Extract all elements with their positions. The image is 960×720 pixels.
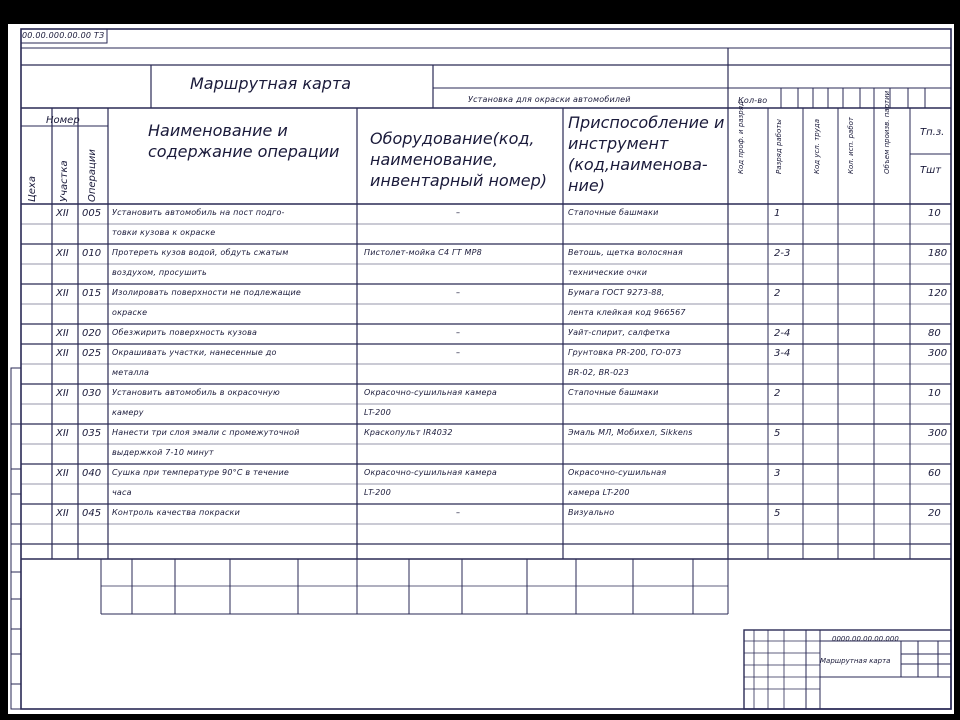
header-prisposoblenie: Приспособление и инструмент (код,наименова-ние) <box>568 113 725 195</box>
row-equipment: – <box>456 348 461 357</box>
row-tseh: XII <box>56 248 69 259</box>
row-operation: Протереть кузов водой, обдуть сжатым <box>112 248 289 257</box>
row-tool: Визуально <box>568 508 615 517</box>
header-tpz: Тп.з. <box>920 127 945 138</box>
card-title: Маршрутная карта <box>190 74 352 93</box>
row-equipment-cont: LT-200 <box>364 408 392 417</box>
route-card-sheet <box>8 24 954 714</box>
row-operation: Сушка при температуре 90°С в течение <box>112 468 290 477</box>
row-operation-cont: окраске <box>112 308 148 317</box>
row-operation: Окрашивать участки, нанесенные до <box>112 348 277 357</box>
row-tseh: XII <box>56 348 69 359</box>
row-uchastok: 020 <box>82 328 102 339</box>
row-operation-cont: камеру <box>112 408 144 417</box>
row-razryad: 2-3 <box>774 248 791 259</box>
row-razryad: 5 <box>774 508 781 519</box>
row-uchastok: 025 <box>82 348 102 359</box>
row-tseh: XII <box>56 468 69 479</box>
row-operation: Обезжирить поверхность кузова <box>112 328 258 337</box>
stamp-code: 0000.00.00.00.000 <box>832 635 899 643</box>
row-uchastok: 015 <box>82 288 102 299</box>
row-razryad: 2 <box>774 288 781 299</box>
row-uchastok: 005 <box>82 208 102 219</box>
row-equipment: – <box>456 288 461 297</box>
row-tpz: 10 <box>928 388 941 399</box>
header-col2: Разряд работы <box>775 119 783 174</box>
row-tpz: 20 <box>928 508 941 519</box>
row-operation: Изолировать поверхности не подлежащие <box>112 288 302 297</box>
row-equipment: Краскопульт IR4032 <box>364 428 453 437</box>
row-razryad: 3-4 <box>774 348 791 359</box>
row-operation: Нанести три слоя эмали с промежуточной <box>112 428 300 437</box>
row-operation-cont: металла <box>112 368 150 377</box>
row-uchastok: 010 <box>82 248 102 259</box>
row-tool: Уайт-спирит, салфетка <box>568 328 671 337</box>
row-tool: Стапочные башмаки <box>568 388 659 397</box>
row-tool-cont: BR-02, BR-023 <box>568 368 630 377</box>
header-col4: Кол. исп. работ <box>847 116 855 174</box>
row-tpz: 10 <box>928 208 941 219</box>
row-equipment: – <box>456 508 461 517</box>
header-operatsii: Операции <box>87 149 98 202</box>
row-tool-cont: камера LT-200 <box>568 488 630 497</box>
row-razryad: 1 <box>774 208 781 219</box>
row-equipment: – <box>456 208 461 217</box>
row-operation: Установить автомобиль в окрасочную <box>112 388 280 397</box>
row-equipment-cont: LT-200 <box>364 488 392 497</box>
header-tsht: Тшт <box>920 165 942 176</box>
doc-code-box: 00.00.000.00.00 ТЗ <box>22 31 105 40</box>
row-operation-cont: выдержкой 7-10 минут <box>112 448 214 457</box>
header-col5: Объем произв. партии <box>883 90 891 174</box>
row-tool: Ветошь, щетка волосяная <box>568 248 683 257</box>
row-tool-cont: лента клейкая код 966567 <box>568 308 686 317</box>
row-tpz: 80 <box>928 328 941 339</box>
row-equipment: Окрасочно-сушильная камера <box>364 388 497 397</box>
row-razryad: 2-4 <box>774 328 791 339</box>
row-razryad: 5 <box>774 428 781 439</box>
row-operation-cont: товки кузова к окраске <box>112 228 216 237</box>
header-oborudovanie: Оборудование(код, наименование, инвентарный номер) <box>370 129 548 190</box>
row-tseh: XII <box>56 328 69 339</box>
stamp-name: Маршрутная карта <box>820 657 891 665</box>
row-operation-cont: воздухом, просушить <box>112 268 207 277</box>
row-tool: Грунтовка PR-200, ГО-073 <box>568 348 682 357</box>
row-uchastok: 045 <box>82 508 102 519</box>
row-tool: Бумага ГОСТ 9273-88, <box>568 288 665 297</box>
row-razryad: 2 <box>774 388 781 399</box>
subtitle: Установка для окраски автомобилей <box>468 95 631 104</box>
row-equipment: Окрасочно-сушильная камера <box>364 468 497 477</box>
row-tseh: XII <box>56 208 69 219</box>
row-tseh: XII <box>56 388 69 399</box>
row-equipment: – <box>456 328 461 337</box>
row-tool-cont: технические очки <box>568 268 648 277</box>
header-uchastka: Участка <box>59 160 70 202</box>
row-tpz: 180 <box>928 248 948 259</box>
header-col3: Код усл. труда <box>813 118 821 174</box>
row-operation: Установить автомобиль на пост подго- <box>112 208 285 217</box>
header-col1: Код проф. и разряд <box>737 101 745 174</box>
row-tool: Эмаль МЛ, Мобихел, Sikkens <box>568 428 693 437</box>
row-tpz: 60 <box>928 468 941 479</box>
row-uchastok: 040 <box>82 468 102 479</box>
row-operation: Контроль качества покраски <box>112 508 240 517</box>
row-tool: Стапочные башмаки <box>568 208 659 217</box>
qty-label: Кол-во <box>738 96 768 105</box>
row-tseh: XII <box>56 508 69 519</box>
row-tseh: XII <box>56 288 69 299</box>
row-tpz: 120 <box>928 288 948 299</box>
row-uchastok: 035 <box>82 428 102 439</box>
header-naimenovanie: Наименование и содержание операции <box>148 121 340 161</box>
header-tseha: Цеха <box>27 176 38 202</box>
row-tool: Окрасочно-сушильная <box>568 468 667 477</box>
row-tpz: 300 <box>928 428 948 439</box>
row-operation-cont: часа <box>112 488 132 497</box>
row-equipment: Пистолет-мойка С4 ГТ МР8 <box>364 248 482 257</box>
row-uchastok: 030 <box>82 388 102 399</box>
header-nomer: Номер <box>46 115 80 126</box>
row-tseh: XII <box>56 428 69 439</box>
row-tpz: 300 <box>928 348 948 359</box>
row-razryad: 3 <box>774 468 781 479</box>
